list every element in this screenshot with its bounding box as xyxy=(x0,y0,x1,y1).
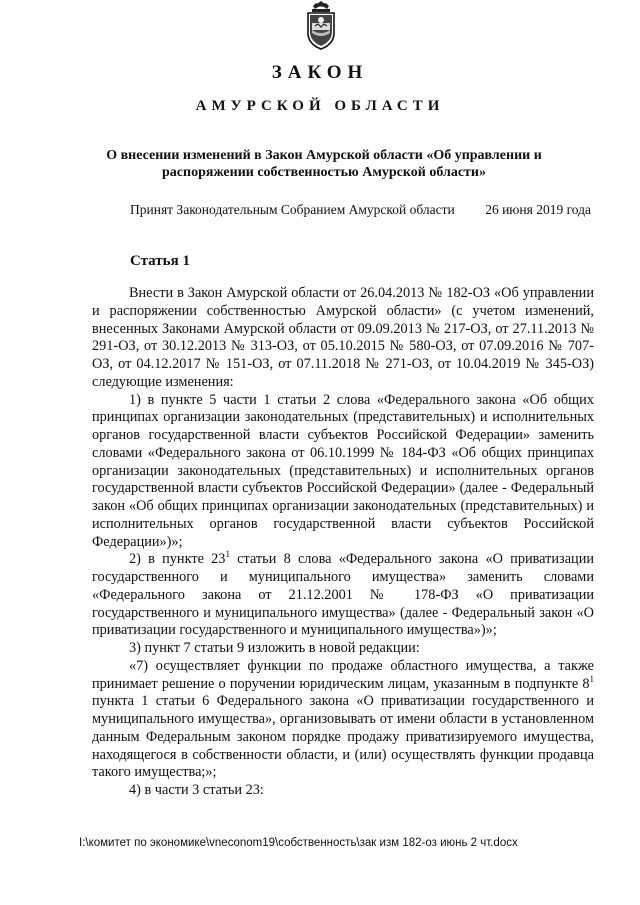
law-title: ЗАКОН xyxy=(271,62,369,83)
superscript-index: 1 xyxy=(225,549,230,560)
coat-of-arms-emblem xyxy=(303,0,339,50)
amendment-item-3: 3) пункт 7 статьи 9 изложить в новой редакции: xyxy=(129,640,420,656)
amendment-quote-rest: пункта 1 статьи 6 Федерального закона «О приватизации государственного и муниципального имущества», организовывать от имени области в установленном данным Федеральным законом порядке продажу приватизируемого имущества, находящегося в собственности области, и (или) осуществлять функции продавца такого имущества;»; xyxy=(92,693,594,781)
law-subject-line: О внесении изменений в Закон Амурской области «Об управлении и xyxy=(106,148,542,163)
article-body xyxy=(92,285,594,800)
amendment-item-2-start: 2) в пункте 23 xyxy=(129,551,226,568)
file-path-footer: I:\комитет по экономике\vneconom19\собственность\зак изм 182-оз июнь 2 чт.docx xyxy=(79,837,518,849)
adoption-date: 26 июня 2019 года xyxy=(485,202,591,217)
law-subject-line: распоряжении собственностью Амурской области» xyxy=(162,165,486,180)
law-subject xyxy=(96,147,552,181)
article-heading: Статья 1 xyxy=(130,253,190,269)
article-intro-paragraph: Внести в Закон Амурской области от 26.04.2013 № 182-ОЗ «Об управлении и распоряжении собственностью Амурской области» (с учетом изменений, внесенных Законами Амурской области от 09.09.2013 № 217-ОЗ, от 27.11.2013 № 291-ОЗ, от 30.12.2013 № 313-ОЗ, от 05.10.2015 № 580-ОЗ, от 07.09.2016 № 707-ОЗ, от 04.12.2017 № 151-ОЗ, от 07.11.2018 № 271-ОЗ, от 10.04.2019 № 345-ОЗ) следующие изменения: xyxy=(92,285,594,390)
amendment-item-1: 1) в пункте 5 части 1 статьи 2 слова «Федерального закона «Об общих принципах организации законодательных (представительных) и исполнительных органов государственной власти субъектов Российской Федерации» заменить словами «Федерального закона от 06.10.1999 № 184-ФЗ «Об общих принципах организации законодательных (представительных) и исполнительных органов государственной власти субъектов Российской Федерации» (далее - Федеральный закон «Об общих принципах организации законодательных (представительных) и исполнительных органов государственной власти субъектов Российской Федерации»)»; xyxy=(92,391,594,550)
amendment-item-2-rest: статьи 8 слова «Федерального закона «О приватизации государственного и муниципального имущества» заменить словами «Федерального закона от 21.12.2001 № 178-ФЗ «О приватизации государственного и муниципального имущества» (далее - Федеральный закон «О приватизации государственного и муниципального имущества»)»; xyxy=(92,551,595,639)
amendment-quote-start: «7) осуществляет функции по продаже областного имущества, а также принимает решение о поручении юридическим лицам, указанным в подпункте 8 xyxy=(92,657,594,692)
amendment-item-2 xyxy=(92,551,594,640)
region-name: АМУРСКОЙ ОБЛАСТИ xyxy=(195,98,445,114)
amendment-item-4: 4) в части 3 статьи 23: xyxy=(129,782,264,798)
amendment-item-3-quote xyxy=(92,658,594,782)
adoption-statement: Принят Законодательным Собранием Амурской области xyxy=(130,202,455,217)
superscript-index: 1 xyxy=(589,673,594,684)
